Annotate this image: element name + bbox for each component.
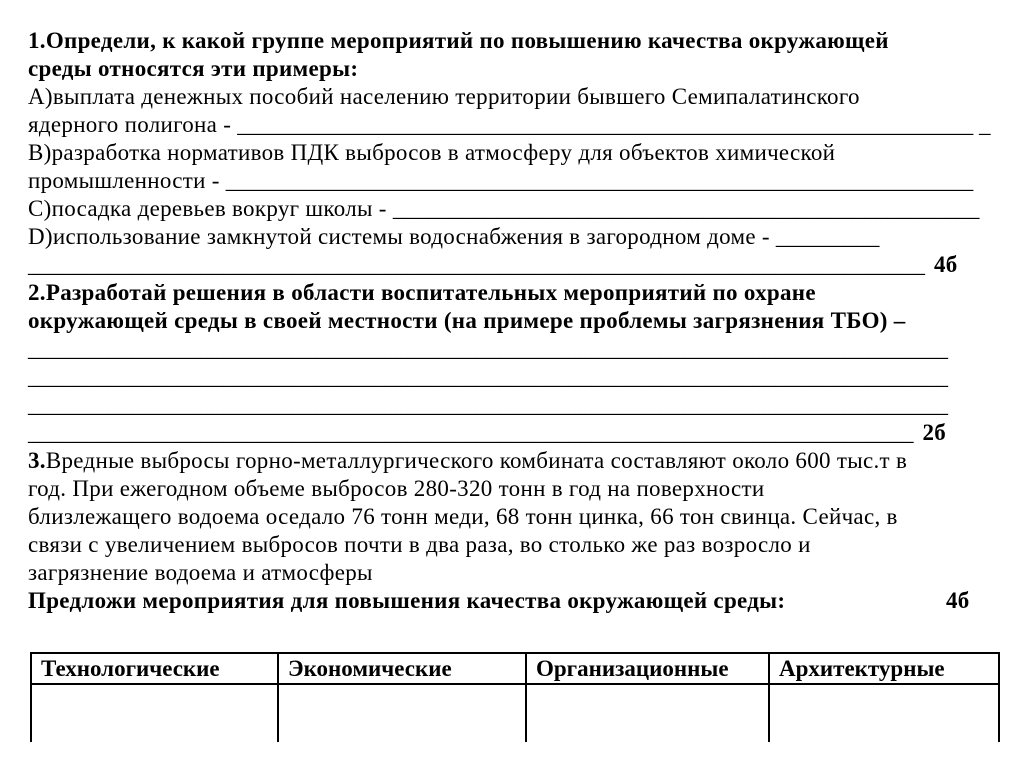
q3-prompt-text: Предложи мероприятия для повышения качества окружающей среды: — [28, 588, 786, 613]
q1-item-a-label: ядерного полигона - — [28, 112, 238, 137]
q1-heading-line2: среды относятся эти примеры: — [28, 56, 359, 81]
measures-table — [30, 652, 1000, 742]
q2-heading-line1: 2.Разработай решения в области воспитательных мероприятий по охране — [28, 280, 816, 305]
q1-item-b-line2 — [28, 167, 996, 195]
measures-table-header-row — [30, 652, 1000, 685]
q1-heading-line1: 1.Определи, к какой группе мероприятий по повышению качества окружающей — [28, 28, 889, 53]
q1-item-a-answer-blank: ________________________________________________________________ — [237, 112, 974, 137]
q3-text-line1 — [28, 447, 996, 475]
q2-answer-line — [28, 391, 996, 419]
q3-text-line5: загрязнение водоема и атмосферы — [28, 560, 373, 585]
q2-final-answer-line — [28, 419, 996, 447]
table-cell-economic — [277, 685, 525, 742]
q3-score-badge: 4б — [946, 588, 970, 613]
q2-answer-blank-2: ________________________________________________________________________________ — [28, 364, 948, 389]
q2-answer-line — [28, 363, 996, 391]
q1-item-d-line — [28, 223, 996, 251]
q1-item-a-line1: А)выплата денежных пособий населению территории бывшего Семипалатинского — [28, 84, 860, 109]
q1-item-c-label: С)посадка деревьев вокруг школы - — [28, 196, 393, 221]
q1-item-b-label: промышленности - — [28, 168, 226, 193]
q1-score-badge: 4б — [934, 252, 958, 277]
table-header-organizational: Организационные — [525, 654, 768, 683]
q1-final-answer-line — [28, 251, 996, 279]
table-header-architectural: Архитектурные — [768, 654, 1000, 683]
question-1 — [28, 27, 996, 279]
table-cell-architectural — [768, 685, 1000, 742]
q3-number: 3. — [28, 448, 46, 473]
question-3 — [28, 447, 996, 742]
q1-item-b-answer-blank: _________________________________________________________________ — [225, 168, 974, 193]
q1-item-a-line2 — [28, 111, 996, 139]
q1-item-c-answer-blank: ___________________________________________________ — [392, 196, 980, 221]
q1-item-d-answer-blank: _________ — [775, 224, 880, 249]
q3-prompt-line — [28, 587, 996, 615]
q2-answer-line — [28, 335, 996, 363]
measures-table-body-row — [30, 685, 1000, 742]
q2-answer-blank-1: ________________________________________________________________________________ — [28, 336, 948, 361]
q3-text-line4: связи с увеличением выбросов почти в два раза, во столько же раз возросло и — [28, 532, 811, 557]
q1-item-b-line1: В)разработка нормативов ПДК выбросов в атмосферу для объектов химической — [28, 140, 836, 165]
q2-heading-line2: окружающей среды в своей местности (на примере проблемы загрязнения ТБО) – — [28, 308, 906, 333]
q3-text-line1-rest: Вредные выбросы горно-металлургического комбината составляют около 600 тыс.т в — [45, 448, 908, 473]
q3-text-line3: близлежащего водоема оседало 76 тонн меди, 68 тонн цинка, 66 тон свинца. Сейчас, в — [28, 504, 898, 529]
q1-final-answer-blank: ______________________________________________________________________________ — [28, 252, 925, 277]
q1-item-c-line — [28, 195, 996, 223]
q2-answer-blank-3: ________________________________________________________________________________ — [28, 392, 948, 417]
q1-item-d-label: D)использование замкнутой системы водоснабжения в загородном доме - — [28, 224, 776, 249]
q2-score-badge: 2б — [922, 420, 947, 445]
q1-item-a-answer-blank-tail: _ — [973, 112, 991, 137]
table-cell-organizational — [525, 685, 768, 742]
table-header-technological: Технологические — [30, 654, 277, 683]
q2-final-answer-blank: _____________________________________________________________________________ — [28, 420, 914, 445]
table-header-economic: Экономические — [277, 654, 525, 683]
q3-text-line2: год. При ежегодном объеме выбросов 280-320 тонн в год на поверхности — [28, 476, 765, 501]
question-2 — [28, 279, 996, 447]
table-cell-technological — [30, 685, 277, 742]
